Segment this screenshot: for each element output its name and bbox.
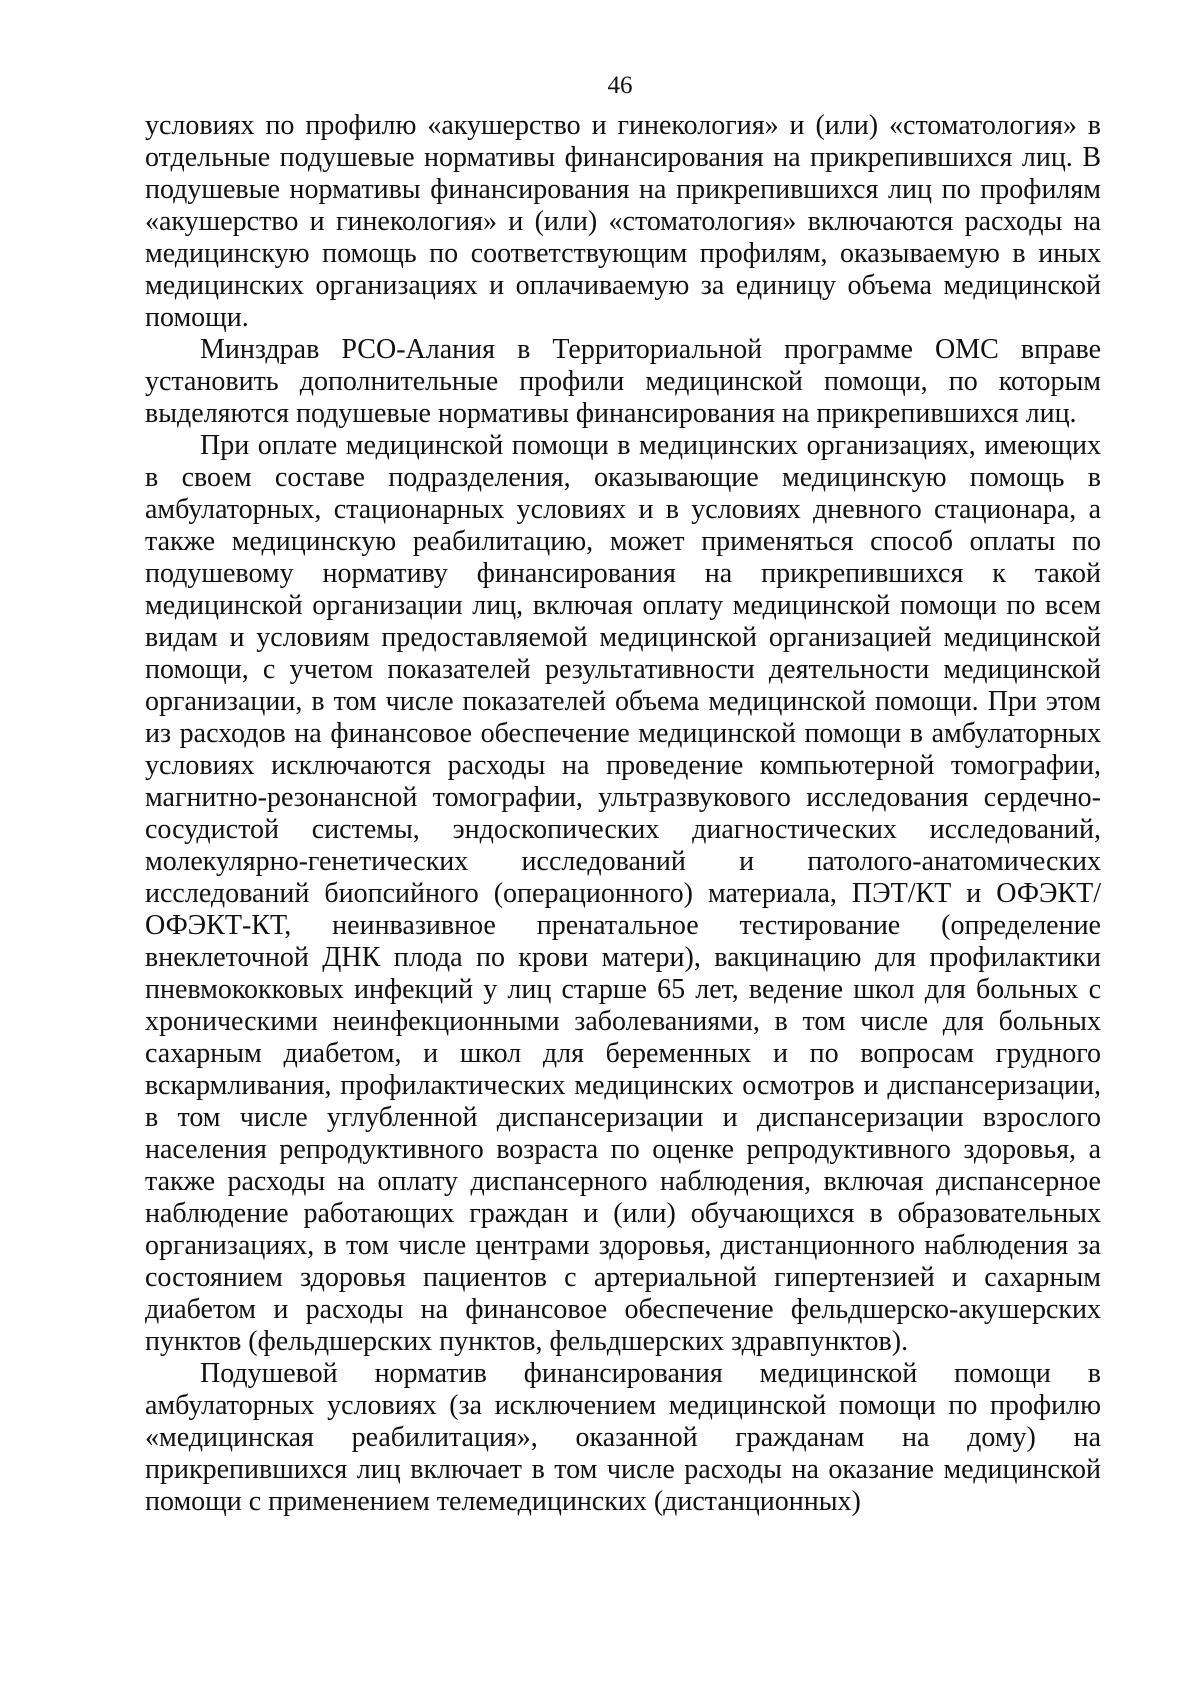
page-number: 46 — [607, 72, 633, 99]
document-body — [145, 110, 1101, 1518]
paragraph-minzdrav: Минздрав РСО-Алания в Территориальной программе ОМС вправе установить дополнительные профили медицинской помощи, по которым выделяются подушевые нормативы финансирования на прикрепившихся лиц. — [145, 334, 1101, 429]
paragraph-per-capita-standard: Подушевой норматив финансирования медицинской помощи в амбулаторных условиях (за исключением медицинской помощи по профилю «медицинская реабилитация», оказанной гражданам на дому) на прикрепившихся лиц включает в том числе расходы на оказание медицинской помощи с применением телемедицинских (дистанционных) — [145, 1358, 1101, 1517]
paragraph-payment-method: При оплате медицинской помощи в медицинских организациях, имеющих в своем составе подразделения, оказывающие медицинскую помощь в амбулаторных, стационарных условиях и в условиях дневного стационара, а также медицинскую реабилитацию, может применяться способ оплаты по подушевому нормативу финансирования на прикрепившихся к такой медицинской организации лиц, включая оплату медицинской помощи по всем видам и условиям предоставляемой медицинской организацией медицинской помощи, с учетом показателей результативности деятельности медицинской организации, в том числе показателей объема медицинской помощи. При этом из расходов на финансовое обеспечение медицинской помощи в амбулаторных условиях исключаются расходы на проведение компьютерной томографии, магнитно-резонансной томографии, ультразвукового исследования сердечно-сосудистой системы, эндоскопических диагностических исследований, молекулярно-генетических исследований и патолого-анатомических исследований биопсийного (операционного) материала, ПЭТ/КТ и ОФЭКТ/ОФЭКТ-КТ, неинвазивное пренатальное тестирование (определение внеклеточной ДНК плода по крови матери), вакцинацию для профилактики пневмококковых инфекций у лиц старше 65 лет, ведение школ для больных с хроническими неинфекционными заболеваниями, в том числе для больных сахарным диабетом, и школ для беременных и по вопросам грудного вскармливания, профилактических медицинских осмотров и диспансеризации, в том числе углубленной диспансеризации и диспансеризации взрослого населения репродуктивного возраста по оценке репродуктивного здоровья, а также расходы на оплату диспансерного наблюдения, включая диспансерное наблюдение работающих граждан и (или) обучающихся в образовательных организациях, в том числе центрами здоровья, дистанционного наблюдения за состоянием здоровья пациентов с артериальной гипертензией и сахарным диабетом и расходы на финансовое обеспечение фельдшерско-акушерских пунктов (фельдшерских пунктов, фельдшерских здравпунктов). — [145, 430, 1101, 1357]
paragraph-continuation: условиях по профилю «акушерство и гинекология» и (или) «стоматология» в отдельные подушевые нормативы финансирования на прикрепившихся лиц. В подушевые нормативы финансирования на прикрепившихся лиц по профилям «акушерство и гинекология» и (или) «стоматология» включаются расходы на медицинскую помощь по соответствующим профилям, оказываемую в иных медицинских организациях и оплачиваемую за единицу объема медицинской помощи. — [145, 110, 1101, 333]
